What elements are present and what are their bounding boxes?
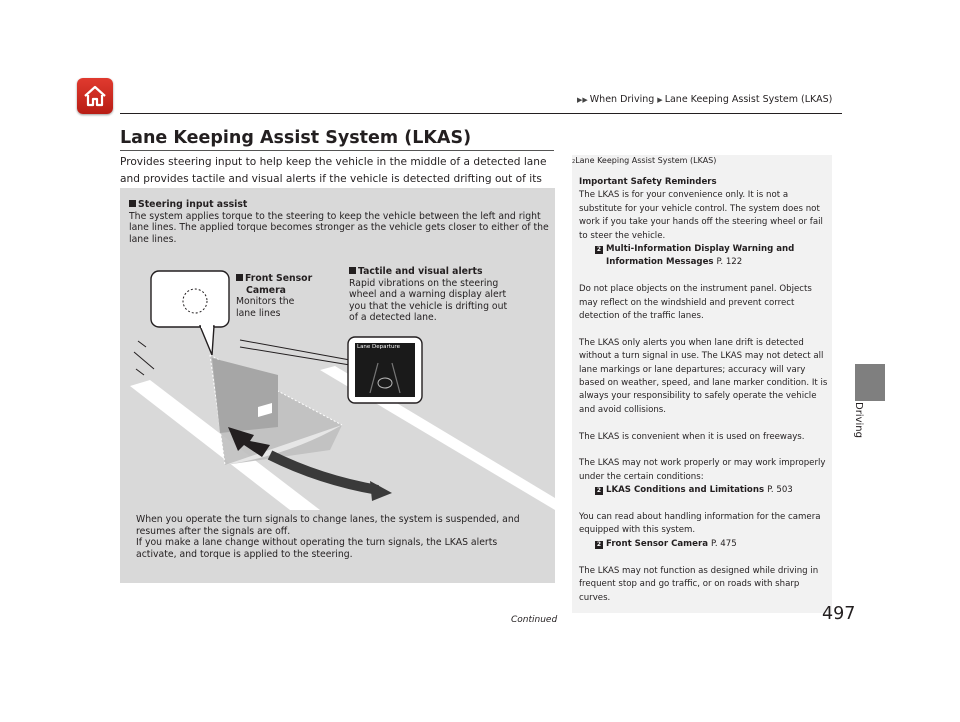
callout-pointer-mask	[201, 324, 213, 328]
sidebar-paragraph: You can read about handling information for the camera equipped with this system.	[579, 512, 821, 536]
sidebar-paragraph: The LKAS may not function as designed while driving in frequent stop and go traffic, or on roads with sharp curves.	[579, 565, 819, 603]
front-camera-section	[236, 273, 312, 319]
tactile-line: Rapid vibrations on the steering	[349, 277, 499, 289]
section-bullet-icon	[349, 267, 356, 274]
display-label: Lane Departure	[357, 344, 400, 350]
steering-assist-section	[129, 199, 549, 245]
tactile-alert-section	[349, 266, 507, 324]
sidebar-body	[579, 176, 831, 618]
reference-arrow-icon: 2	[596, 487, 602, 495]
turn-signal-note	[136, 514, 554, 560]
steering-assist-text: The system applies torque to the steering to keep the vehicle between the left and right lane lines. The applied torque becomes stronger as the vehicle gets closer to either of the lane lines.	[129, 210, 549, 245]
motion-line	[136, 369, 144, 375]
turn-signal-line: activate, and torque is applied to the steering.	[136, 548, 353, 560]
motion-line	[138, 341, 146, 347]
front-camera-heading-2: Camera	[246, 284, 286, 296]
reference-page: P. 475	[711, 538, 737, 549]
sidebar-paragraph: The LKAS is for your convenience only. It is not a substitute for your vehicle control. The system does not work if you take your hands off the steering wheel or fail to steer the vehicle.	[579, 190, 823, 241]
reference-arrow-icon: 2	[596, 540, 602, 548]
reference-text: Front Sensor Camera	[606, 538, 708, 549]
callout-pointer	[200, 326, 214, 355]
front-camera-text-1: Monitors the	[236, 296, 295, 307]
camera-callout-bubble	[151, 271, 229, 327]
front-camera-heading-1: Front Sensor	[245, 273, 313, 284]
sidebar-paragraph: Do not place objects on the instrument panel. Objects may reflect on the windshield and prevent correct detection of the traffic lanes.	[579, 284, 812, 322]
tactile-line: wheel and a warning display alert	[349, 289, 507, 300]
reference-text: Multi-Information Display Warning and	[606, 244, 795, 255]
front-camera-text-2: lane lines	[236, 307, 281, 319]
reference-text: LKAS Conditions and Limitations	[606, 485, 765, 496]
home-button[interactable]	[77, 78, 113, 114]
chapter-tab[interactable]	[855, 364, 885, 401]
breadcrumb-separator: ▶▶	[577, 96, 588, 104]
breadcrumb-item-when-driving[interactable]: When Driving	[589, 94, 655, 105]
section-bullet-icon	[236, 274, 243, 281]
chapter-label: Driving	[853, 402, 864, 438]
reference-page: P. 503	[767, 485, 793, 496]
safety-heading: Important Safety Reminders	[579, 177, 717, 187]
reference-link-mid-warnings[interactable]	[579, 243, 831, 270]
sidebar-paragraph: The LKAS is convenient when it is used on freeways.	[579, 431, 805, 442]
header-divider	[120, 113, 842, 114]
section-bullet-icon	[129, 200, 136, 207]
vehicle-body	[212, 358, 278, 433]
multi-information-display	[355, 343, 415, 397]
breadcrumb-item-lkas[interactable]: Lane Keeping Assist System (LKAS)	[664, 94, 833, 105]
reference-link-conditions[interactable]	[579, 484, 831, 497]
reference-link-front-camera[interactable]	[579, 538, 831, 551]
tactile-line: of a detected lane.	[349, 312, 437, 323]
sidebar-heading-text: Lane Keeping Assist System (LKAS)	[575, 156, 717, 165]
breadcrumb	[577, 94, 832, 105]
steering-assist-heading: Steering input assist	[138, 199, 248, 210]
motion-line	[134, 352, 154, 369]
corrective-arrow-head	[370, 481, 392, 501]
breadcrumb-separator: ▶	[657, 96, 663, 104]
turn-signal-line: If you make a lane change without operating the turn signals, the LKAS alerts	[136, 537, 498, 548]
note-marker-icon: 2	[572, 159, 576, 165]
title-divider	[120, 150, 554, 151]
reference-page: P. 122	[716, 257, 743, 268]
reference-text: Information Messages	[606, 257, 714, 268]
turn-signal-line: When you operate the turn signals to change lanes, the system is suspended, and	[136, 514, 520, 525]
intro-text: Provides steering input to help keep the vehicle in the middle of a detected lane and provides tactile and visual alerts if the vehicle is detected drifting out of its	[120, 156, 547, 185]
sidebar-paragraph: The LKAS may not work properly or may work improperly under the certain conditions:	[579, 458, 826, 482]
reference-arrow-icon: 2	[596, 246, 602, 254]
sidebar-paragraph: The LKAS only alerts you when lane drift is detected without a turn signal in use. The LKAS may not detect all lane markings or lane departures; accuracy will vary based on weather, speed, and lane marker condition. It is always your responsibility to safely operate the vehicle and avoid collisions.	[579, 337, 828, 415]
page-title: Lane Keeping Assist System (LKAS)	[120, 128, 472, 148]
tactile-alert-heading: Tactile and visual alerts	[358, 266, 483, 277]
tactile-line: you that the vehicle is drifting out	[349, 300, 508, 312]
turn-signal-line: resumes after the signals are off.	[136, 525, 291, 537]
page-number: 497	[822, 604, 856, 624]
continued-label: Continued	[511, 615, 558, 625]
home-icon	[83, 84, 107, 108]
sidebar-heading	[572, 156, 716, 166]
